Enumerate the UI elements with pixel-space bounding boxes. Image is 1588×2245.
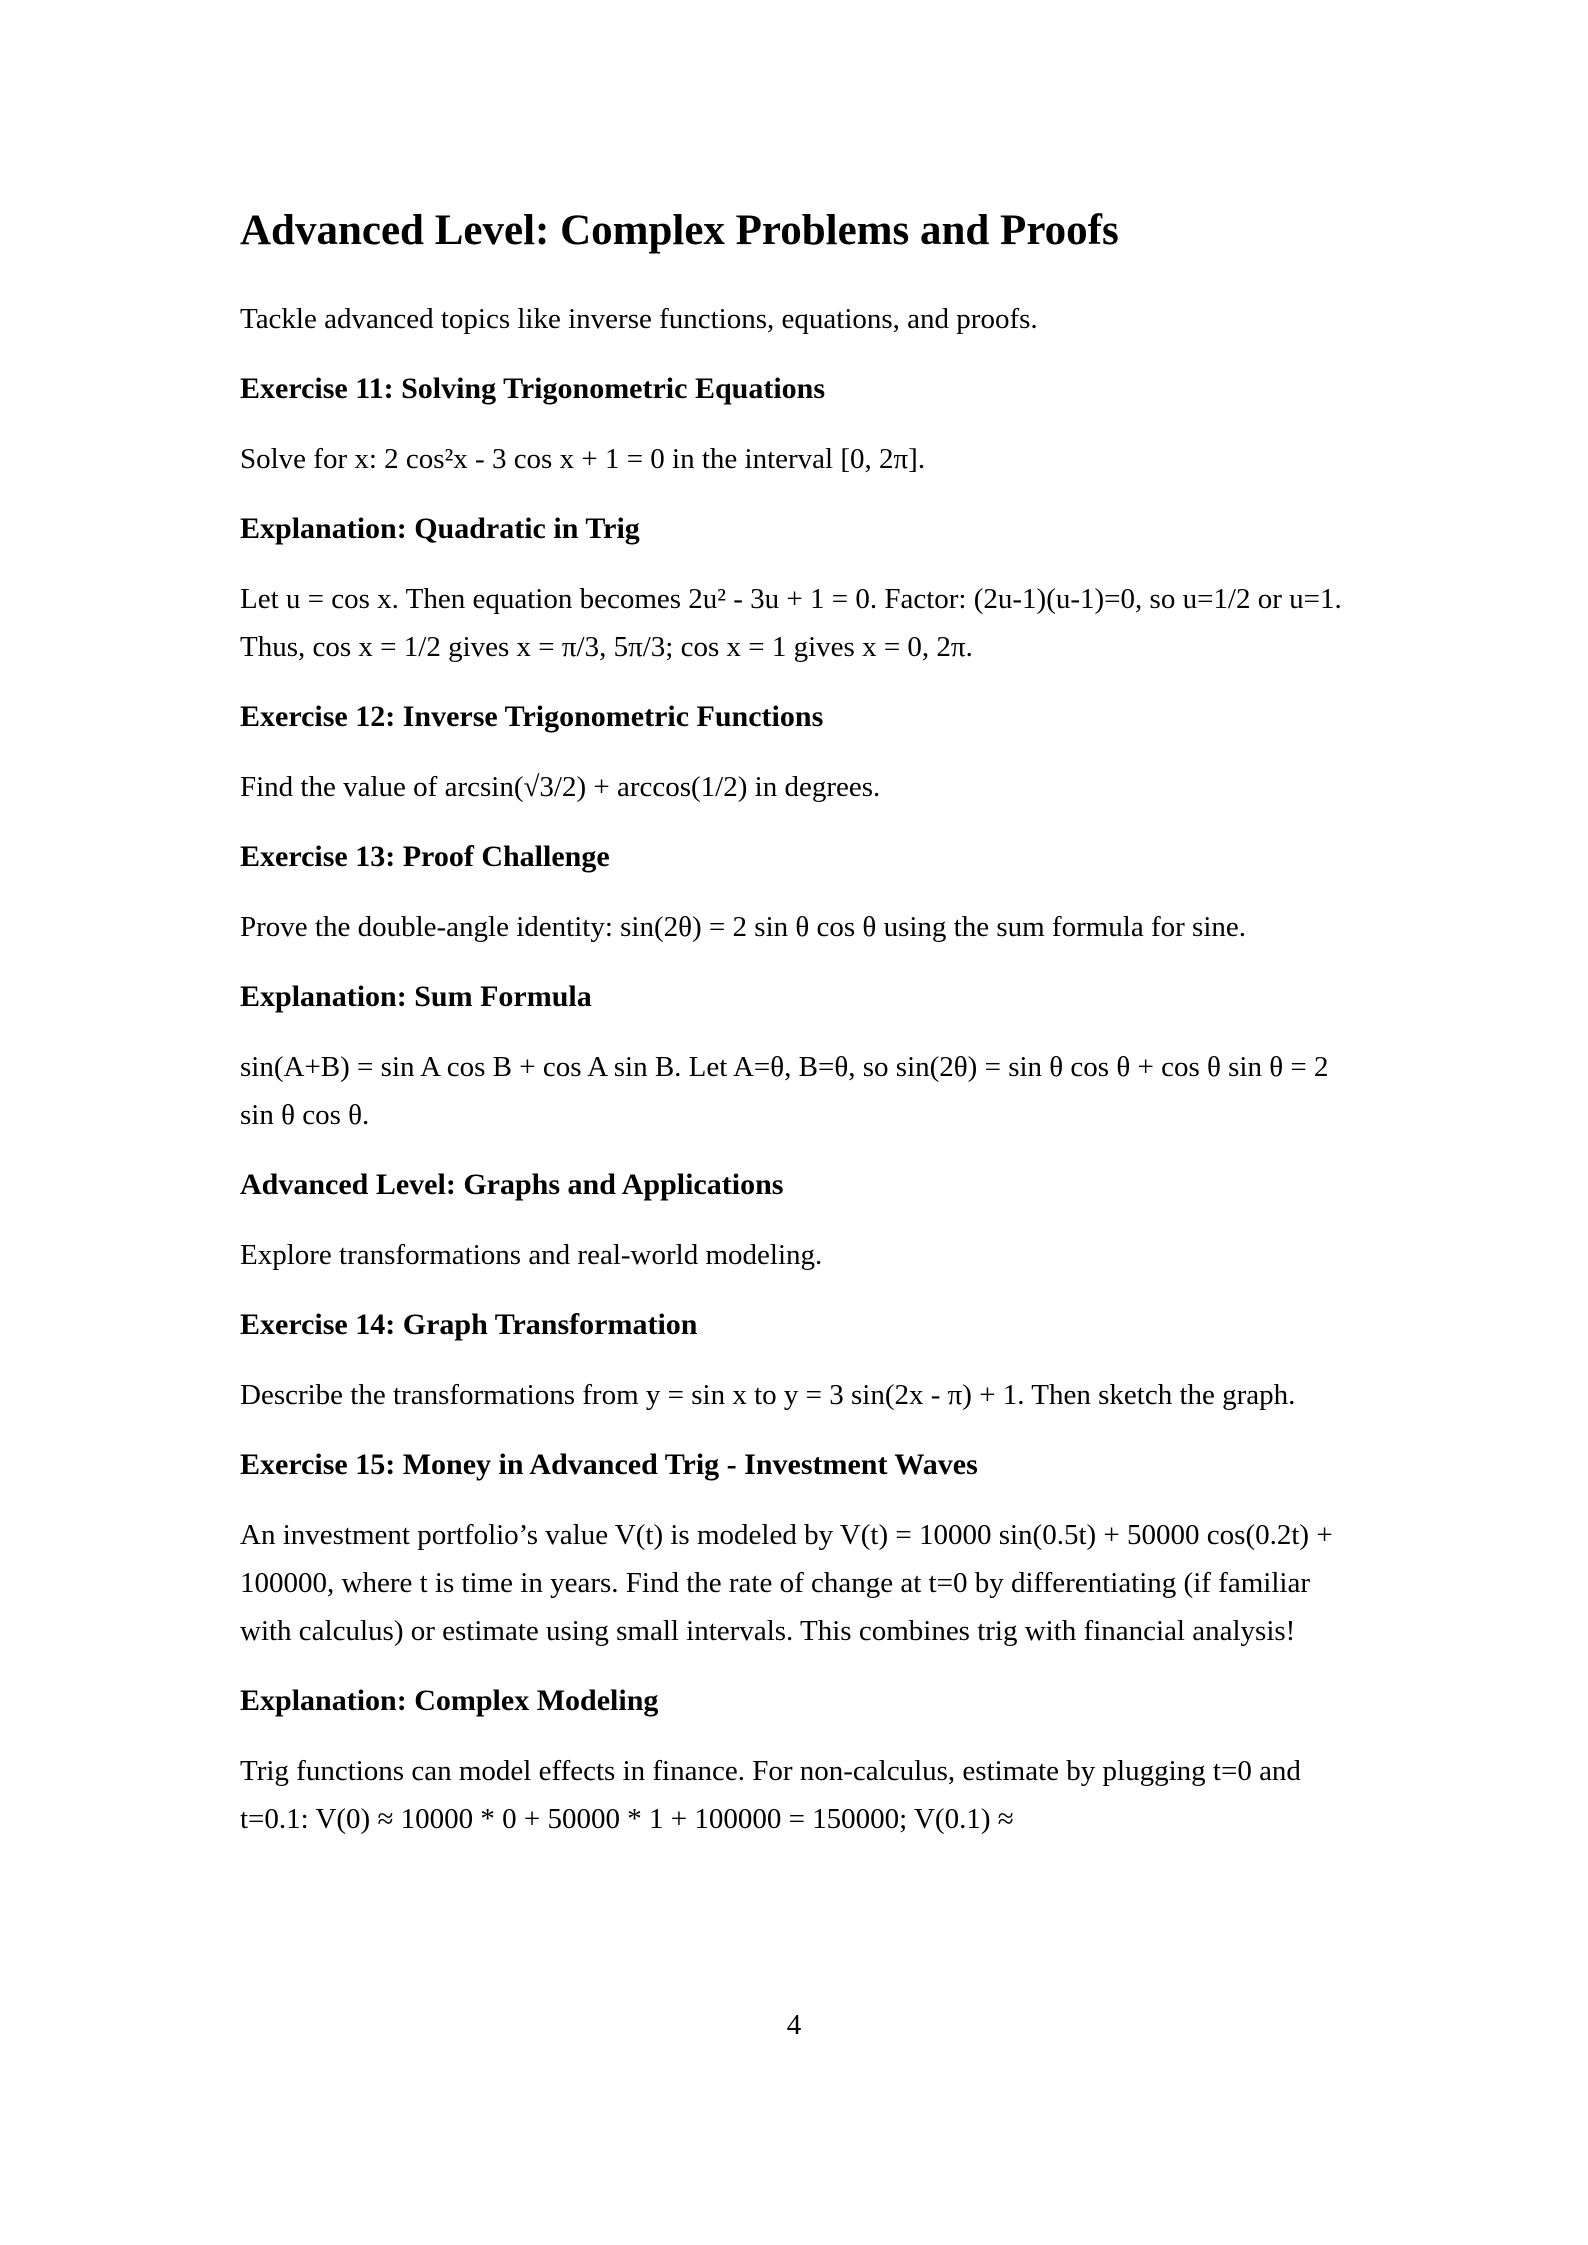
explanation-complex-modeling-heading: Explanation: Complex Modeling [240,1684,659,1717]
explanation-complex-modeling-body: Trig functions can model effects in finance. For non-calculus, estimate by plugging t=0 and t=0.1: V(0) ≈ 10000 * 0 + 50000 * 1 + 100000 = 150000; V(0.1) ≈ [240,1755,1301,1835]
page-number: 4 [786,2009,802,2041]
exercise-13-problem: Prove the double-angle identity: sin(2θ) = 2 sin θ cos θ using the sum formula for sine. [240,911,1247,943]
document-title: Advanced Level: Complex Problems and Proofs [240,207,1119,254]
explanation-quadratic-heading: Explanation: Quadratic in Trig [240,512,640,545]
explanation-quadratic-body: Let u = cos x. Then equation becomes 2u² - 3u + 1 = 0. Factor: (2u-1)(u-1)=0, so u=1/2 or u=1. Thus, cos x = 1/2 gives x = π/3, 5π/3; cos x = 1 gives x = 0, 2π. [240,583,1342,663]
exercise-15-problem: An investment portfolio’s value V(t) is modeled by V(t) = 10000 sin(0.5t) + 50000 cos(0.2t) + 100000, where t is time in years. Find the rate of change at t=0 by differentiating (if familiar with calculus) or estimate using small intervals. This combines trig with financial analysis! [240,1519,1333,1647]
explanation-sum-formula-heading: Explanation: Sum Formula [240,980,592,1013]
intro-paragraph: Tackle advanced topics like inverse functions, equations, and proofs. [240,303,1038,335]
exercise-13-heading: Exercise 13: Proof Challenge [240,840,610,873]
exercise-11-heading: Exercise 11: Solving Trigonometric Equations [240,372,826,405]
exercise-14-heading: Exercise 14: Graph Transformation [240,1308,698,1341]
exercise-12-heading: Exercise 12: Inverse Trigonometric Functions [240,700,824,733]
exercise-15-heading: Exercise 15: Money in Advanced Trig - Investment Waves [240,1448,978,1481]
explanation-sum-formula-body: sin(A+B) = sin A cos B + cos A sin B. Let A=θ, B=θ, so sin(2θ) = sin θ cos θ + cos θ sin θ = 2 sin θ cos θ. [240,1051,1329,1131]
section-graphs-applications-intro: Explore transformations and real-world modeling. [240,1239,823,1271]
exercise-11-problem: Solve for x: 2 cos²x - 3 cos x + 1 = 0 in the interval [0, 2π]. [240,443,926,475]
section-graphs-applications-heading: Advanced Level: Graphs and Applications [240,1168,784,1201]
document-content [240,203,1350,1865]
exercise-14-problem: Describe the transformations from y = sin x to y = 3 sin(2x - π) + 1. Then sketch the graph. [240,1379,1296,1411]
exercise-12-problem: Find the value of arcsin(√3/2) + arccos(1/2) in degrees. [240,771,881,803]
